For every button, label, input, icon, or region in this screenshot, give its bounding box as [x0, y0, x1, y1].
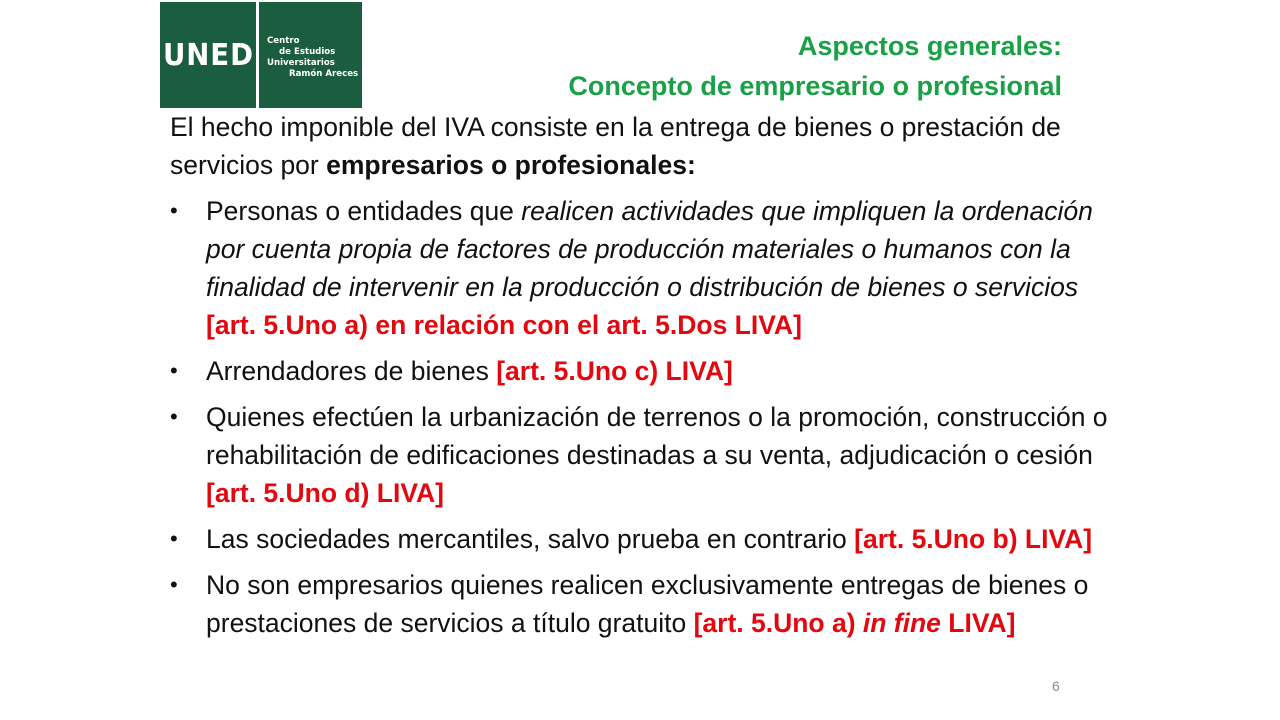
- bullet-text: Personas o entidades que: [206, 196, 522, 226]
- bullet-dot: •: [170, 526, 178, 551]
- logo-line: Centro: [267, 36, 300, 46]
- bullet-item: [170, 566, 1130, 642]
- legal-reference: [art. 5.Uno a) en relación con el art. 5.Dos LIVA]: [206, 310, 802, 340]
- slide-body: [170, 108, 1130, 650]
- logo-mark: UNED: [162, 37, 254, 73]
- logo-mark-box: [160, 2, 256, 108]
- logo-line: Universitarios: [267, 58, 335, 68]
- intro-bold: empresarios o profesionales:: [326, 150, 696, 180]
- bullet-item: [170, 520, 1130, 558]
- legal-reference: [art. 5.Uno b) LIVA]: [854, 524, 1093, 554]
- logo-text-box: [259, 2, 362, 108]
- intro-paragraph: [170, 108, 1130, 184]
- logo-line: de Estudios: [279, 47, 336, 57]
- legal-reference-part: LIVA]: [940, 608, 1016, 638]
- bullet-text: No son empresarios quienes realicen exclusivamente entregas de bienes o prestaciones de servicios a título gratuito: [206, 570, 1089, 638]
- bullet-list: [170, 192, 1130, 642]
- legal-reference-italic: in fine: [862, 608, 941, 638]
- bullet-dot: •: [170, 358, 178, 383]
- legal-reference-part: [art. 5.Uno a): [693, 608, 863, 638]
- intro-text: El hecho imponible del IVA consiste en la entrega de bienes o prestación de servicios por: [170, 112, 1061, 180]
- bullet-italic-text: realicen actividades que impliquen la ordenación por cuenta propia de factores de producción materiales o humanos con la finalidad de intervenir en la producción o distribución de bienes o servicios: [206, 196, 1093, 302]
- page-number: 6: [1052, 678, 1060, 694]
- bullet-dot: •: [170, 198, 178, 223]
- bullet-item: [170, 192, 1130, 344]
- bullet-text: Quienes efectúen la urbanización de terrenos o la promoción, construcción o rehabilitación de edificaciones destinadas a su venta, adjudicación o cesión: [206, 402, 1108, 470]
- logo-line: Ramón Areces: [289, 69, 359, 79]
- slide-title: [568, 26, 1062, 106]
- legal-reference: [art. 5.Uno d) LIVA]: [206, 478, 444, 508]
- uned-logo: [160, 2, 359, 108]
- bullet-item: [170, 398, 1130, 512]
- bullet-dot: •: [170, 572, 178, 597]
- bullet-text: Las sociedades mercantiles, salvo prueba en contrario: [206, 524, 855, 554]
- bullet-text: Arrendadores de bienes: [206, 356, 497, 386]
- bullet-dot: •: [170, 404, 178, 429]
- bullet-item: [170, 352, 1130, 390]
- legal-reference: [694, 608, 1016, 638]
- legal-reference: [art. 5.Uno c) LIVA]: [496, 356, 733, 386]
- slide-title-line-1: Aspectos generales:: [797, 31, 1062, 61]
- slide-title-line-2: Concepto de empresario o profesional: [568, 71, 1062, 101]
